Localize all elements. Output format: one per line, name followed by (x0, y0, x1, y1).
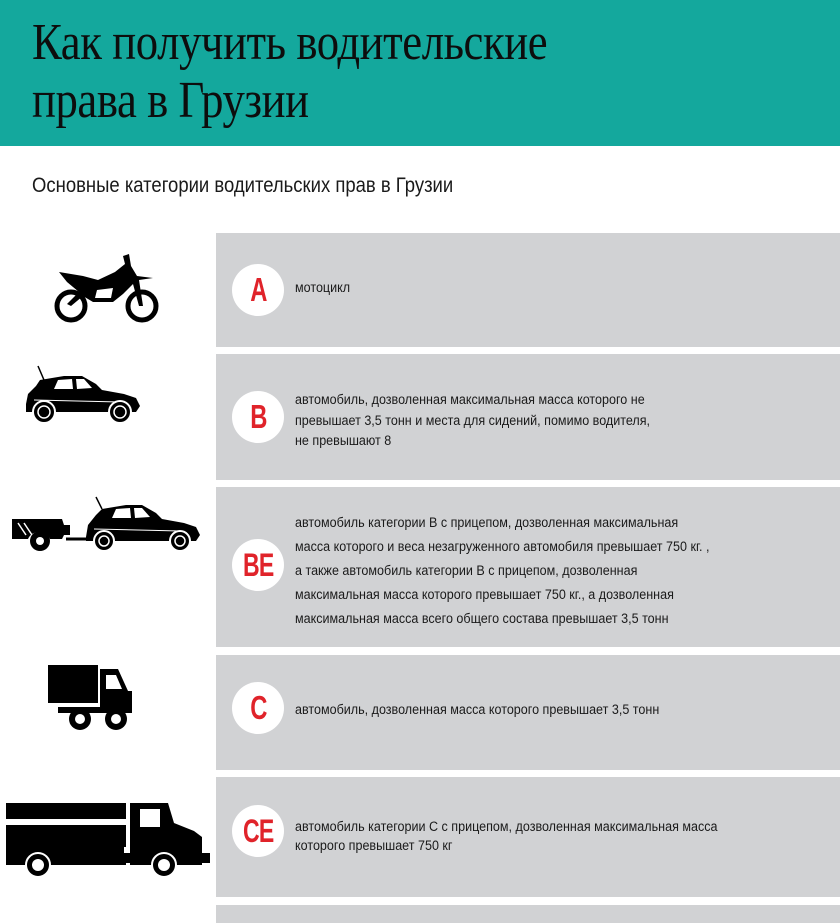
category-badge: B (232, 391, 284, 443)
car-icon (0, 354, 216, 480)
category-row-be (0, 487, 840, 647)
category-panel (216, 655, 840, 770)
category-panel (216, 233, 840, 347)
motorcycle-icon (0, 233, 216, 347)
page-title-line-1: Как получить водительские (32, 14, 548, 71)
category-row-partial (0, 905, 840, 923)
page-title-line-2: права в Грузии (32, 72, 309, 129)
category-description: автомобиль, дозволенная максимальная масса которого не превышает 3,5 тонн и места для сидений, помимо водителя, не превышают 8 (295, 392, 651, 448)
category-row-ce (0, 777, 840, 897)
category-description: автомобиль категории B с прицепом, дозволенная максимальная масса которого и веса незагруженного автомобиля превышает 750 кг. , а также автомобиль категории B с прицепом, дозволенная максимальная масса которого превышает 750 кг., а дозволенная максимальная масса всего общего состава превышает 3,5 тонн (295, 515, 710, 626)
category-panel (216, 905, 840, 923)
category-panel (216, 354, 840, 480)
section-subtitle: Основные категории водительских прав в Грузии (32, 174, 454, 197)
header-banner (0, 0, 840, 146)
category-badge: A (232, 264, 284, 316)
car-with-trailer-icon (0, 487, 216, 647)
category-row-b (0, 354, 840, 480)
category-badge: C (232, 682, 284, 734)
truck-icon (0, 655, 216, 770)
category-description: автомобиль, дозволенная масса которого превышает 3,5 тонн (295, 702, 660, 717)
category-row-a (0, 233, 840, 347)
truck-with-trailer-icon (0, 777, 216, 897)
category-badge: BE (232, 539, 284, 591)
page-title (32, 14, 720, 130)
category-description: мотоцикл (295, 280, 351, 295)
category-badge: CE (232, 805, 284, 857)
category-panel (216, 487, 840, 647)
category-panel (216, 777, 840, 897)
category-row-c (0, 655, 840, 770)
category-description: автомобиль категории C с прицепом, дозволенная максимальная масса которого превышает 750 кг (295, 819, 718, 853)
